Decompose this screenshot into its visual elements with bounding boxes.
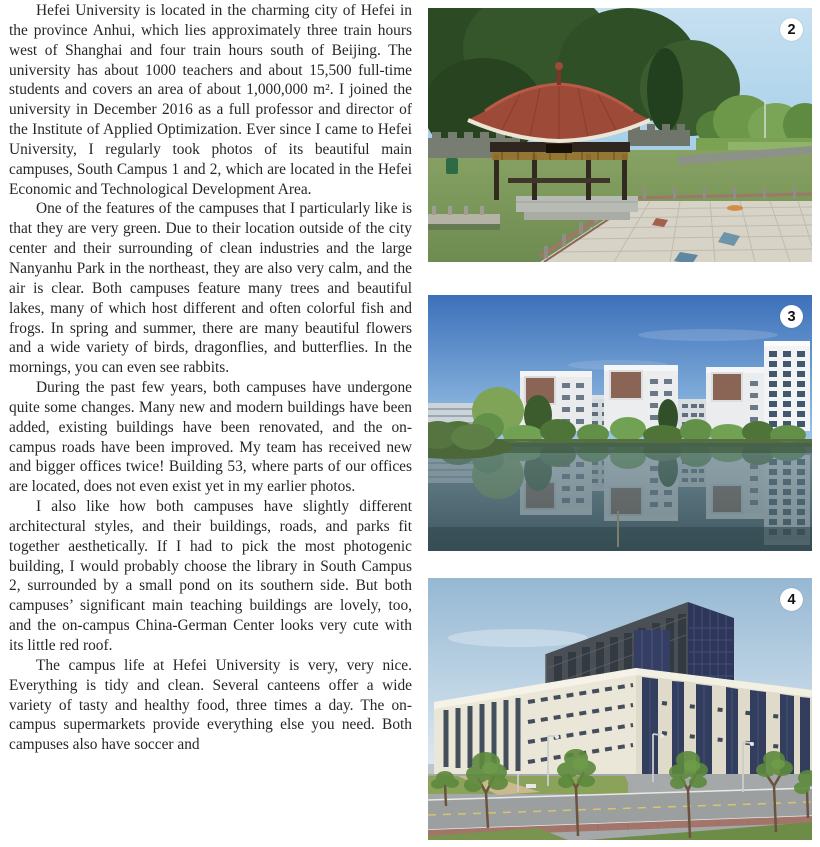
koi-fish [727,205,743,211]
photo-number-badge: 3 [780,305,803,328]
photo-pavilion-pond [428,8,812,262]
photo-number-badge: 4 [780,588,803,611]
paragraph-green-campus: One of the features of the campuses that I particularly like is that they are very green. Due to their location outside of the city center and their surrounding of clean industries and the large Nanyanhu Park in the northeast, they are also very calm, and the air is clear. Both campuses feature many trees and beautiful lakes, many of which host different and often colorful fish and frogs. In spring and summer, there are many beautiful flowers and a wide variety of birds, dragonflies, and butterflies. In the mornings, you can even see rabbits. [9,200,412,377]
paragraph-intro: Hefei University is located in the charming city of Hefei in the province Anhui, which lies approximately three train hours west of Shanghai and four train hours south of Beijing. The university has about 1000 teachers and about 15,500 full-time students and covers an area of about 1,000,000 m². I joined the university in December 2016 as a full professor and director of the Institute of Applied Optimization. Ever since I came to Hefei University, I regularly took photos of its beautiful main campuses, South Campus 1 and 2, which are located in the Hefei Economic and Technological Development Area. [9,2,412,198]
paragraph-campus-life: The campus life at Hefei University is very, very nice. Everything is tidy and clean. Several canteens offer a wide variety of tasty and healthy food, three times a day. The on-campus supermarkets provide everything else you need. Both campuses also have soccer and [9,656,412,754]
lake-reflection-illustration [428,295,812,551]
pavilion-pond-illustration [428,8,812,262]
article-text [9,1,412,755]
photo-column [428,0,812,847]
photo-lake-reflection [428,295,812,551]
paragraph-architecture: I also like how both campuses have slightly different architectural styles, and their buildings, roads, and parks fit together aesthetically. If I had to pick the most photogenic building, I would probably choose the library in South Campus 2, surrounded by a small pond on its southern side. But both campuses’ significant main teaching buildings are lovely, too, and the on-campus China-German Center looks very cute with its little red roof. [9,498,412,654]
paragraph-changes: During the past few years, both campuses have undergone quite some changes. Many new and modern buildings have been added, existing buildings have been renovated, and the on-campus roads have been improved. My team has received new and bigger offices twice! Building 53, where parts of our offices are located, does not even exist yet in my earlier photos. [9,379,412,496]
library-building-illustration [428,578,812,840]
photo-number-badge: 2 [780,18,803,41]
trash-bin [446,158,458,174]
photo-library-building [428,578,812,840]
water-pole [617,511,619,547]
